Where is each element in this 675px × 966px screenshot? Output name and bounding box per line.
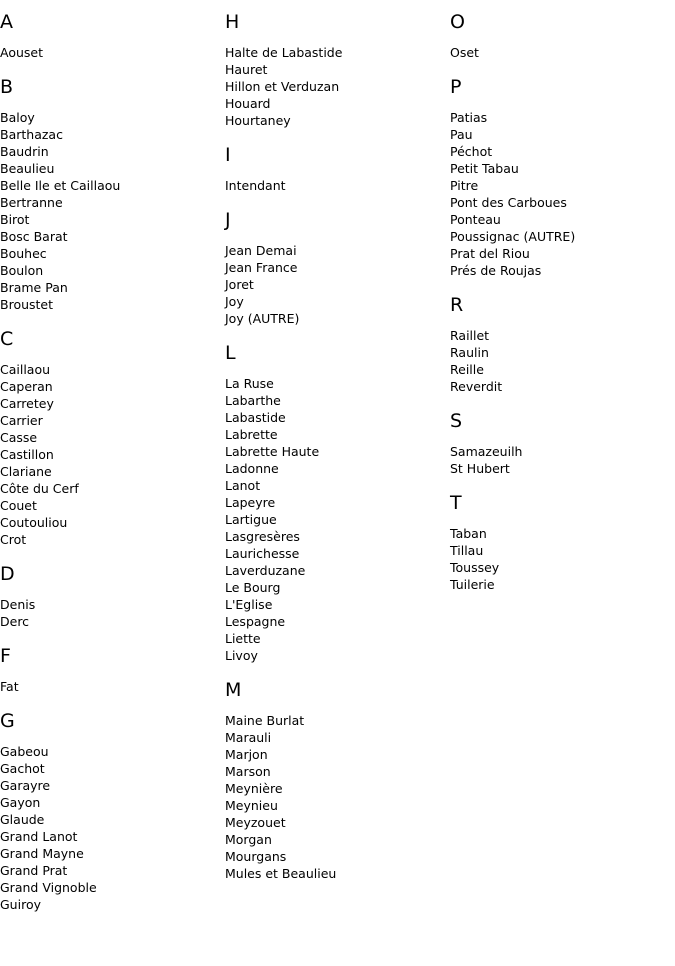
place-link[interactable]: Baudrin xyxy=(0,144,49,159)
letter-heading: M xyxy=(225,679,242,701)
letter-group xyxy=(0,644,220,695)
place-list xyxy=(225,177,445,194)
place-link[interactable]: Hourtaney xyxy=(225,113,291,128)
place-link[interactable]: Labrette xyxy=(225,427,278,442)
letter-heading: G xyxy=(0,710,15,732)
place-link[interactable]: Péchot xyxy=(450,144,493,159)
place-link[interactable]: Marson xyxy=(225,764,271,779)
place-link[interactable]: Prés de Roujas xyxy=(450,263,542,278)
place-link[interactable]: Labarthe xyxy=(225,393,281,408)
place-link[interactable]: Bouhec xyxy=(0,246,47,261)
letter-group xyxy=(0,709,220,913)
place-link[interactable]: Joret xyxy=(225,277,254,292)
letter-group xyxy=(225,143,445,194)
place-link[interactable]: Lasgresères xyxy=(225,529,300,544)
letter-group xyxy=(225,341,445,664)
place-link[interactable]: Joy xyxy=(225,294,244,309)
place-link[interactable]: Tuilerie xyxy=(450,577,495,592)
letter-heading: O xyxy=(450,11,465,33)
place-link[interactable]: Caperan xyxy=(0,379,53,394)
place-link[interactable]: Derc xyxy=(0,614,30,629)
letter-group xyxy=(450,293,670,395)
place-link[interactable]: Intendant xyxy=(225,178,286,193)
place-link[interactable]: Caillaou xyxy=(0,362,51,377)
place-link[interactable]: Barthazac xyxy=(0,127,63,142)
place-list xyxy=(0,596,220,630)
letter-group xyxy=(450,491,670,593)
place-link[interactable]: Meyzouet xyxy=(225,815,286,830)
place-link[interactable]: Carrier xyxy=(0,413,43,428)
place-link[interactable]: Hauret xyxy=(225,62,268,77)
place-list xyxy=(0,678,220,695)
place-link[interactable]: Belle Ile et Caillaou xyxy=(0,178,121,193)
place-list xyxy=(225,375,445,664)
place-link[interactable]: Carretey xyxy=(0,396,54,411)
place-list xyxy=(0,109,220,313)
letter-heading: P xyxy=(450,76,462,98)
place-link[interactable]: Petit Tabau xyxy=(450,161,519,176)
place-link[interactable]: Meynière xyxy=(225,781,283,796)
place-link[interactable]: Le Bourg xyxy=(225,580,281,595)
place-link[interactable]: Fat xyxy=(0,679,19,694)
place-list xyxy=(450,525,670,593)
place-link[interactable]: Clariane xyxy=(0,464,52,479)
index-column-1 xyxy=(0,0,220,927)
place-link[interactable]: Patias xyxy=(450,110,488,125)
place-list xyxy=(450,443,670,477)
place-link[interactable]: Grand Vignoble xyxy=(0,880,97,895)
place-link[interactable]: Castillon xyxy=(0,447,54,462)
place-link[interactable]: Lartigue xyxy=(225,512,277,527)
place-list xyxy=(450,327,670,395)
place-link[interactable]: Garayre xyxy=(0,778,51,793)
letter-group xyxy=(450,75,670,279)
place-link[interactable]: Coutouliou xyxy=(0,515,68,530)
place-link[interactable]: Côte du Cerf xyxy=(0,481,79,496)
place-link[interactable]: Guiroy xyxy=(0,897,41,912)
letter-heading: C xyxy=(0,328,14,350)
place-link[interactable]: Pont des Carboues xyxy=(450,195,567,210)
place-link[interactable]: Grand Mayne xyxy=(0,846,84,861)
letter-heading: R xyxy=(450,294,464,316)
letter-heading: B xyxy=(0,76,14,98)
place-link[interactable]: Casse xyxy=(0,430,38,445)
place-link[interactable]: Glaude xyxy=(0,812,45,827)
letter-heading: T xyxy=(450,492,462,514)
place-list xyxy=(225,242,445,327)
letter-group xyxy=(225,208,445,327)
place-link[interactable]: Poussignac (AUTRE) xyxy=(450,229,576,244)
place-link[interactable]: Meynieu xyxy=(225,798,278,813)
letter-group xyxy=(0,327,220,548)
place-link[interactable]: Hillon et Verduzan xyxy=(225,79,340,94)
letter-group xyxy=(450,10,670,61)
letter-heading: J xyxy=(225,209,231,231)
place-link[interactable]: Brame Pan xyxy=(0,280,68,295)
place-link[interactable]: Broustet xyxy=(0,297,54,312)
place-link[interactable]: Bosc Barat xyxy=(0,229,68,244)
place-list xyxy=(0,743,220,913)
letter-heading: F xyxy=(0,645,11,667)
place-link[interactable]: Jean Demai xyxy=(225,243,297,258)
place-link[interactable]: Gayon xyxy=(0,795,41,810)
place-link[interactable]: Toussey xyxy=(450,560,500,575)
place-link[interactable]: Lapeyre xyxy=(225,495,276,510)
place-link[interactable]: Beaulieu xyxy=(0,161,55,176)
letter-heading: H xyxy=(225,11,240,33)
place-link[interactable]: L'Eglise xyxy=(225,597,273,612)
place-list xyxy=(0,44,220,61)
place-link[interactable]: Lanot xyxy=(225,478,261,493)
place-list xyxy=(225,44,445,129)
place-link[interactable]: Birot xyxy=(0,212,30,227)
index-column-3 xyxy=(450,0,670,607)
place-link[interactable]: Marauli xyxy=(225,730,272,745)
letter-group xyxy=(450,409,670,477)
place-link[interactable]: Gachot xyxy=(0,761,45,776)
place-link[interactable]: Marjon xyxy=(225,747,268,762)
place-link[interactable]: Morgan xyxy=(225,832,272,847)
place-link[interactable]: La Ruse xyxy=(225,376,274,391)
index-column-2 xyxy=(225,0,445,896)
place-link[interactable]: Grand Lanot xyxy=(0,829,78,844)
letter-group xyxy=(0,562,220,630)
place-link[interactable]: Gabeou xyxy=(0,744,49,759)
place-link[interactable]: Laurichesse xyxy=(225,546,300,561)
place-link[interactable]: Pau xyxy=(450,127,473,142)
place-link[interactable]: Ladonne xyxy=(225,461,279,476)
letter-group xyxy=(225,678,445,882)
place-link[interactable]: Mules et Beaulieu xyxy=(225,866,337,881)
letter-group xyxy=(0,75,220,313)
place-list xyxy=(450,44,670,61)
letter-heading: D xyxy=(0,563,15,585)
place-list xyxy=(225,712,445,882)
place-link[interactable]: Jean France xyxy=(225,260,298,275)
letter-heading: L xyxy=(225,342,236,364)
place-link[interactable]: Maine Burlat xyxy=(225,713,305,728)
letter-heading: S xyxy=(450,410,463,432)
place-list xyxy=(0,361,220,548)
place-link[interactable]: Samazeuilh xyxy=(450,444,523,459)
place-link[interactable]: Aouset xyxy=(0,45,44,60)
place-link[interactable]: Lespagne xyxy=(225,614,286,629)
place-link[interactable]: Labrette Haute xyxy=(225,444,320,459)
place-link[interactable]: Prat del Riou xyxy=(450,246,530,261)
place-link[interactable]: Houard xyxy=(225,96,271,111)
letter-heading: I xyxy=(225,144,231,166)
place-link[interactable]: Joy (AUTRE) xyxy=(225,311,300,326)
place-link[interactable]: Pitre xyxy=(450,178,479,193)
letter-heading: A xyxy=(0,11,13,33)
place-link[interactable]: Mourgans xyxy=(225,849,287,864)
place-link[interactable]: Livoy xyxy=(225,648,258,663)
place-link[interactable]: Labastide xyxy=(225,410,286,425)
place-link[interactable]: Ponteau xyxy=(450,212,501,227)
place-link[interactable]: Raillet xyxy=(450,328,490,343)
place-link[interactable]: Couet xyxy=(0,498,37,513)
place-link[interactable]: Taban xyxy=(450,526,487,541)
place-link[interactable]: Boulon xyxy=(0,263,44,278)
place-link[interactable]: Tillau xyxy=(450,543,484,558)
place-link[interactable]: Raulin xyxy=(450,345,489,360)
place-link[interactable]: Crot xyxy=(0,532,27,547)
place-list xyxy=(450,109,670,279)
place-link[interactable]: Grand Prat xyxy=(0,863,68,878)
place-link[interactable]: Denis xyxy=(0,597,36,612)
place-link[interactable]: Oset xyxy=(450,45,479,60)
place-link[interactable]: Halte de Labastide xyxy=(225,45,343,60)
letter-group xyxy=(0,10,220,61)
place-link[interactable]: Liette xyxy=(225,631,261,646)
place-link[interactable]: Baloy xyxy=(0,110,35,125)
letter-group xyxy=(225,10,445,129)
place-link[interactable]: Reille xyxy=(450,362,484,377)
place-link[interactable]: St Hubert xyxy=(450,461,510,476)
place-link[interactable]: Bertranne xyxy=(0,195,63,210)
place-link[interactable]: Reverdit xyxy=(450,379,503,394)
place-link[interactable]: Laverduzane xyxy=(225,563,306,578)
